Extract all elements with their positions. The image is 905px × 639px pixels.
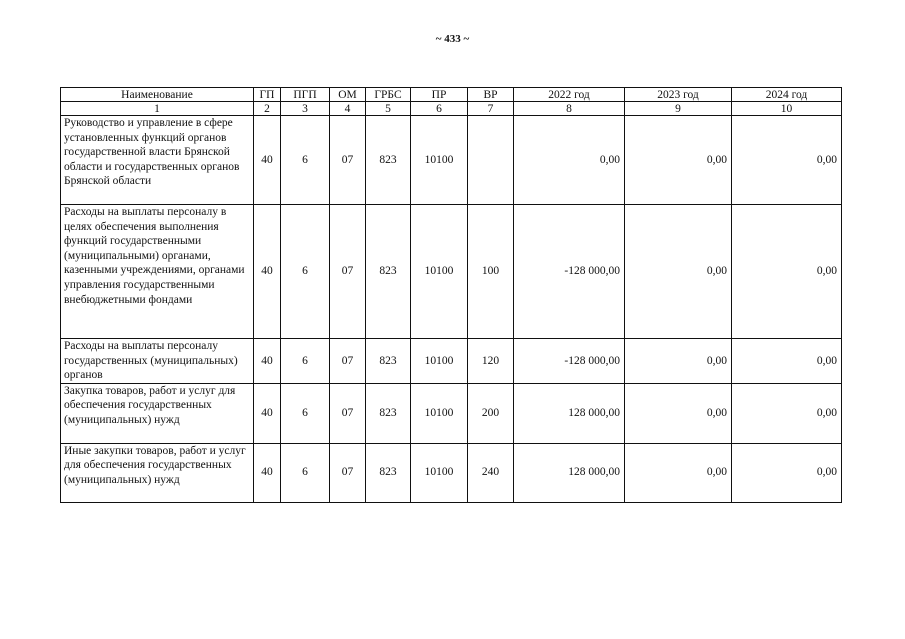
cell-gp: 40 bbox=[254, 339, 281, 384]
cell-2024: 0,00 bbox=[732, 116, 842, 205]
col-number: 4 bbox=[330, 102, 366, 116]
col-header-pr: ПР bbox=[411, 88, 468, 102]
cell-pr: 10100 bbox=[411, 383, 468, 443]
col-header-name: Наименование bbox=[61, 88, 254, 102]
col-number: 9 bbox=[625, 102, 732, 116]
cell-2023: 0,00 bbox=[625, 383, 732, 443]
table-row bbox=[61, 383, 842, 443]
cell-vr: 200 bbox=[468, 383, 514, 443]
col-header-2022: 2022 год bbox=[514, 88, 625, 102]
table-row bbox=[61, 443, 842, 502]
cell-grbs: 823 bbox=[366, 205, 411, 339]
cell-grbs: 823 bbox=[366, 443, 411, 502]
cell-vr: 100 bbox=[468, 205, 514, 339]
col-number: 5 bbox=[366, 102, 411, 116]
col-number: 2 bbox=[254, 102, 281, 116]
cell-2024: 0,00 bbox=[732, 205, 842, 339]
col-header-grbs: ГРБС bbox=[366, 88, 411, 102]
cell-gp: 40 bbox=[254, 383, 281, 443]
row-name: Расходы на выплаты персоналу государственных (муниципальных) органов bbox=[61, 339, 254, 384]
cell-pgp: 6 bbox=[281, 116, 330, 205]
table-header-row bbox=[61, 88, 842, 102]
cell-pgp: 6 bbox=[281, 443, 330, 502]
table-row bbox=[61, 116, 842, 205]
cell-grbs: 823 bbox=[366, 339, 411, 384]
col-number: 8 bbox=[514, 102, 625, 116]
cell-2023: 0,00 bbox=[625, 116, 732, 205]
col-number: 6 bbox=[411, 102, 468, 116]
cell-2024: 0,00 bbox=[732, 443, 842, 502]
cell-gp: 40 bbox=[254, 116, 281, 205]
cell-2023: 0,00 bbox=[625, 339, 732, 384]
cell-pr: 10100 bbox=[411, 116, 468, 205]
cell-grbs: 823 bbox=[366, 116, 411, 205]
cell-vr bbox=[468, 116, 514, 205]
cell-om: 07 bbox=[330, 116, 366, 205]
col-header-2024: 2024 год bbox=[732, 88, 842, 102]
cell-pr: 10100 bbox=[411, 339, 468, 384]
cell-2022: 128 000,00 bbox=[514, 383, 625, 443]
col-header-gp: ГП bbox=[254, 88, 281, 102]
cell-2024: 0,00 bbox=[732, 383, 842, 443]
cell-2024: 0,00 bbox=[732, 339, 842, 384]
cell-2022: -128 000,00 bbox=[514, 339, 625, 384]
table-row bbox=[61, 339, 842, 384]
row-name: Руководство и управление в сфере установленных функций органов государственной власти Брянской области и государственных органов Брянской области bbox=[61, 116, 254, 205]
cell-vr: 120 bbox=[468, 339, 514, 384]
cell-gp: 40 bbox=[254, 205, 281, 339]
col-number: 3 bbox=[281, 102, 330, 116]
cell-pgp: 6 bbox=[281, 383, 330, 443]
cell-pgp: 6 bbox=[281, 205, 330, 339]
cell-2022: 128 000,00 bbox=[514, 443, 625, 502]
cell-2022: -128 000,00 bbox=[514, 205, 625, 339]
row-name: Расходы на выплаты персоналу в целях обеспечения выполнения функций государственными (муниципальными) органами, казенными учреждениями, органами управления государственными внебюджетными фондами bbox=[61, 205, 254, 339]
col-number: 10 bbox=[732, 102, 842, 116]
col-number: 1 bbox=[61, 102, 254, 116]
cell-grbs: 823 bbox=[366, 383, 411, 443]
page-number: ~ 433 ~ bbox=[435, 33, 470, 45]
cell-pr: 10100 bbox=[411, 205, 468, 339]
row-name: Закупка товаров, работ и услуг для обеспечения государственных (муниципальных) нужд bbox=[61, 383, 254, 443]
row-name: Иные закупки товаров, работ и услуг для обеспечения государственных (муниципальных) нужд bbox=[61, 443, 254, 502]
cell-vr: 240 bbox=[468, 443, 514, 502]
cell-2023: 0,00 bbox=[625, 205, 732, 339]
col-header-vr: ВР bbox=[468, 88, 514, 102]
cell-om: 07 bbox=[330, 443, 366, 502]
col-header-om: ОМ bbox=[330, 88, 366, 102]
cell-om: 07 bbox=[330, 339, 366, 384]
cell-2022: 0,00 bbox=[514, 116, 625, 205]
cell-gp: 40 bbox=[254, 443, 281, 502]
cell-pgp: 6 bbox=[281, 339, 330, 384]
cell-om: 07 bbox=[330, 383, 366, 443]
table-column-number-row bbox=[61, 102, 842, 116]
budget-table bbox=[60, 87, 842, 503]
col-number: 7 bbox=[468, 102, 514, 116]
cell-om: 07 bbox=[330, 205, 366, 339]
table-row bbox=[61, 205, 842, 339]
col-header-pgp: ПГП bbox=[281, 88, 330, 102]
col-header-2023: 2023 год bbox=[625, 88, 732, 102]
cell-2023: 0,00 bbox=[625, 443, 732, 502]
cell-pr: 10100 bbox=[411, 443, 468, 502]
